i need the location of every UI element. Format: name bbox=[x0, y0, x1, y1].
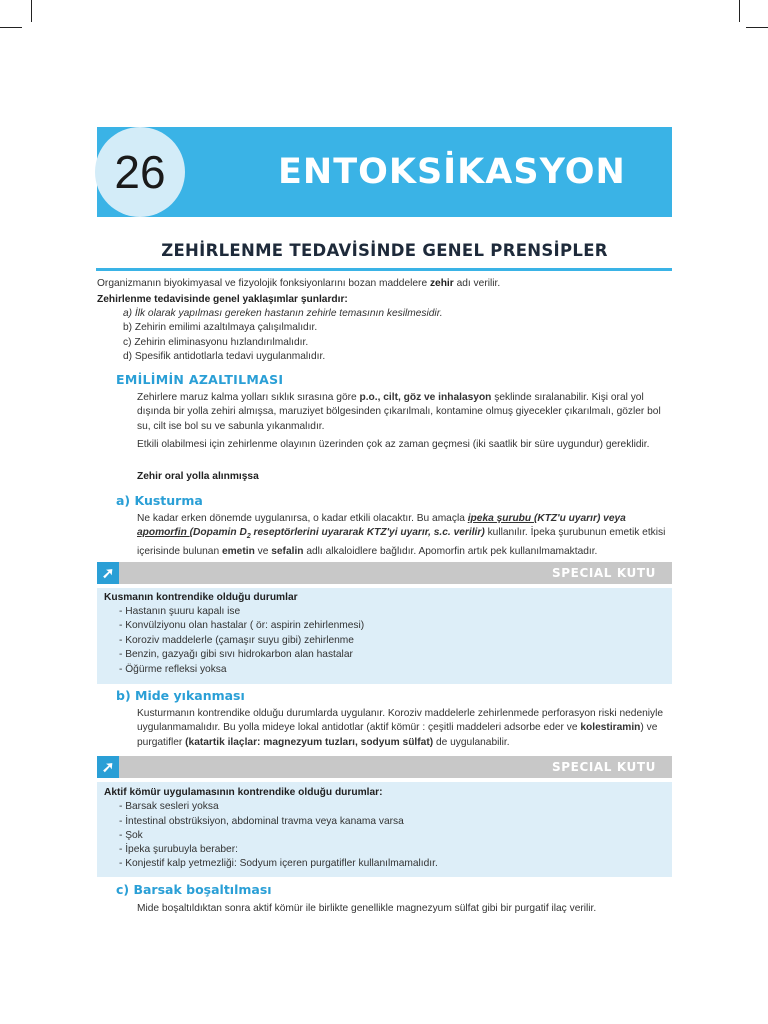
lavage-text: Kusturmanın kontrendike olduğu durumlarda uygulanır. Koroziv maddelerle zehirlenmede perforasyon riski nedeniyle uygulanmamalıdır. Bu yolla mideye lokal antidotlar (aktif kömür : çeşitli maddeleri adsorbe eder ve bbox=[137, 708, 664, 734]
approach-item: c) Zehirin eliminasyonu hızlandırılmalıdır. bbox=[123, 337, 309, 348]
ktz-note: (KTZ'u uyarır) veya bbox=[533, 513, 626, 524]
apomorfin-term: apomorfin bbox=[137, 527, 190, 539]
bowel-heading: c) Barsak boşaltılması bbox=[116, 882, 272, 897]
absorption-p1-pre: Zehirlere maruz kalma yolları sıklık sırasına göre bbox=[137, 392, 360, 403]
special-box-header bbox=[97, 756, 672, 778]
approach-item: b) Zehirin emilimi azaltılmaya çalışılmalıdır. bbox=[123, 322, 318, 333]
special-box-item: - Şok bbox=[119, 830, 143, 841]
absorption-heading: EMİLİMİN AZALTILMASI bbox=[116, 372, 284, 387]
absorption-p1-bold: p.o., cilt, göz ve inhalasyon bbox=[359, 392, 492, 403]
approach-item: a) İlk olarak yapılması gereken hastanın zehirle temasının kesilmesidir. bbox=[123, 308, 443, 319]
vomiting-text-2: kullanılır. İpeka şurubunun emetik etkisi içerisinde bulunan bbox=[137, 527, 666, 557]
special-box-title: Aktif kömür uygulamasının kontrendike olduğu durumlar: bbox=[104, 787, 383, 798]
special-box-item: - Konjestif kalp yetmezliği: Sodyum içeren purgatifler kullanılmamalıdır. bbox=[119, 858, 438, 869]
chapter-title: ENTOKSİKASYON bbox=[278, 152, 626, 192]
ipeka-term: ipeka şurubu bbox=[467, 513, 534, 524]
intro-post: adı verilir. bbox=[453, 278, 501, 289]
special-box-label: SPECIAL KUTU bbox=[552, 566, 656, 580]
special-box-item: - Hastanın şuuru kapalı ise bbox=[119, 606, 241, 617]
vomiting-heading: a) Kusturma bbox=[116, 493, 203, 508]
special-box-item: - Konvülziyonu olan hastalar ( ör: aspirin zehirlenmesi) bbox=[119, 620, 365, 631]
intro-pre: Organizmanın biyokimyasal ve fizyolojik fonksiyonlarını bozan maddelere bbox=[97, 278, 430, 289]
vomiting-text: Ne kadar erken dönemde uygulanırsa, o kadar etkili olacaktır. Bu amaçla bbox=[137, 513, 468, 524]
chapter-number: 26 bbox=[95, 127, 185, 217]
lavage-paragraph bbox=[137, 707, 672, 750]
emetin-term: emetin bbox=[221, 545, 255, 557]
special-box-item: - İpeka şurubuyla beraber: bbox=[119, 844, 238, 855]
receptor-note: reseptörlerini uyararak KTZ'yi uyarır, s.c. verilir) bbox=[250, 527, 485, 539]
special-box-item: - Benzin, gazyağı gibi sıvı hidrokarbon alan hastalar bbox=[119, 649, 353, 660]
section-rule bbox=[96, 268, 672, 271]
dopamin-note: (Dopamin D bbox=[189, 527, 247, 539]
absorption-p1-post: şeklinde sıralanabilir. Kişi oral yol dışında bir yolla zehiri almışsa, maruziyet bölgesinden çıkarılmalı, kontamine olmuş giyecekler çıkarılmalı, gözler bol su, cilt ise bol su ve sabunla yıkanmalıdır. bbox=[137, 392, 661, 432]
approach-item: d) Spesifik antidotlarla tedavi uygulanmalıdır. bbox=[123, 351, 326, 362]
approach-title: Zehirlenme tedavisinde genel yaklaşımlar şunlardır: bbox=[97, 294, 348, 305]
special-box-item: - Öğürme refleksi yoksa bbox=[119, 664, 227, 675]
lavage-text-2: ) ve purgatifler bbox=[137, 722, 658, 748]
lavage-text-3: de uygulanabilir. bbox=[433, 736, 510, 748]
purgative-note: (katartik ilaçlar: magnezyum tuzları, sodyum sülfat) bbox=[185, 736, 434, 748]
absorption-paragraph-2: Etkili olabilmesi için zehirlenme olayının üzerinden çok az zaman geçmesi (iki saatlik bir süre uygundur) gereklidir. bbox=[137, 439, 650, 450]
special-box bbox=[97, 588, 672, 684]
special-box bbox=[97, 782, 672, 877]
special-box-title: Kusmanın kontrendike olduğu durumlar bbox=[104, 592, 298, 603]
intro-bold: zehir bbox=[429, 278, 454, 289]
crop-mark-tl-h bbox=[0, 27, 22, 28]
vomiting-text-3: ve bbox=[254, 545, 272, 557]
vomiting-text-4: adlı alkaloidlere bağlıdır. Apomorfin artık pek kullanılmamaktadır. bbox=[303, 545, 598, 557]
absorption-paragraph-1 bbox=[137, 391, 672, 434]
crop-mark-tl-v bbox=[31, 0, 32, 22]
kolestiramin-term: kolestiramin bbox=[580, 722, 641, 734]
special-box-item: - İntestinal obstrüksiyon, abdominal travma veya kanama varsa bbox=[119, 816, 404, 827]
sefalin-term: sefalin bbox=[271, 545, 304, 557]
special-box-header bbox=[97, 562, 672, 584]
special-box-label: SPECIAL KUTU bbox=[552, 760, 656, 774]
oral-label: Zehir oral yolla alınmışsa bbox=[137, 471, 259, 482]
arrow-icon: ➚ bbox=[97, 756, 119, 778]
dopamin-subscript: 2 bbox=[246, 533, 251, 541]
lavage-heading: b) Mide yıkanması bbox=[116, 688, 245, 703]
bowel-paragraph: Mide boşaltıldıktan sonra aktif kömür ile birlikte genellikle magnezyum sülfat gibi bir purgatif ilaç verilir. bbox=[137, 903, 597, 914]
arrow-icon: ➚ bbox=[97, 562, 119, 584]
section-title: ZEHİRLENME TEDAVİSİNDE GENEL PRENSİPLER bbox=[161, 241, 608, 260]
intro-paragraph bbox=[97, 277, 500, 291]
special-box-item: - Koroziv maddelerle (çamaşır suyu gibi) zehirlenme bbox=[119, 635, 354, 646]
vomiting-paragraph bbox=[137, 512, 672, 559]
crop-mark-tr-h bbox=[746, 27, 768, 28]
special-box-item: - Barsak sesleri yoksa bbox=[119, 801, 219, 812]
crop-mark-tr-v bbox=[739, 0, 740, 22]
